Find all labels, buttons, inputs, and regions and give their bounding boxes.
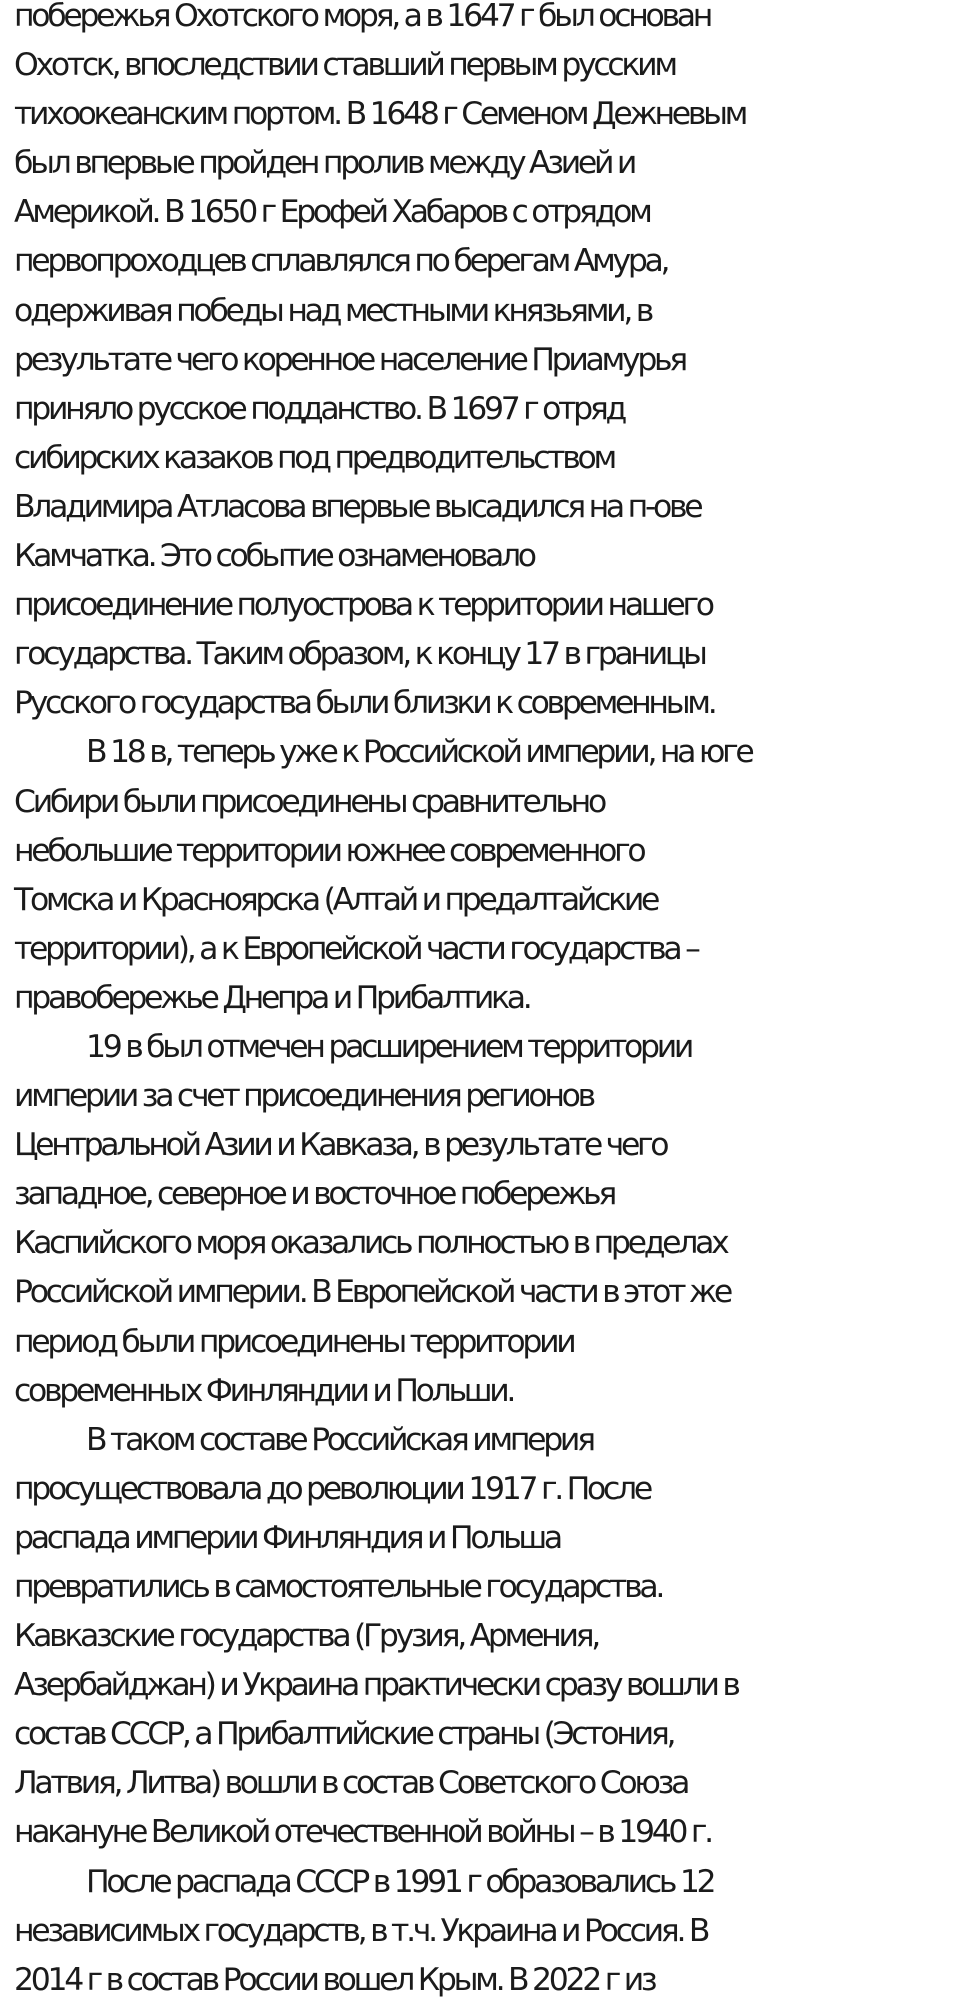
text-line: империи за счет присоединения регионов <box>14 1078 593 1115</box>
text-line: Охотск, впоследствии ставший первым русским <box>14 47 675 84</box>
text-line: Кавказские государства (Грузия, Армения, <box>14 1618 598 1655</box>
text-line: Центральной Азии и Кавказа, в результате чего <box>14 1127 667 1164</box>
paragraph-first-line: После распада СССР в 1991 г образовались 12 <box>86 1863 714 1900</box>
text-line: результате чего коренное население Приамурья <box>14 341 685 378</box>
text-line: сибирских казаков под предводительством <box>14 439 614 476</box>
text-line: приняло русское подданство. В 1697 г отряд <box>14 390 624 427</box>
text-line: тихоокеанским портом. В 1648 г Семеном Дежневым <box>14 96 746 133</box>
text-line: Томска и Красноярска (Алтай и предалтайские <box>14 881 658 918</box>
text-line: независимых государств, в т.ч. Украина и Россия. В <box>14 1912 708 1949</box>
text-line: одерживая победы над местными князьями, в <box>14 292 652 329</box>
text-line: Сибири были присоединены сравнительно <box>14 783 604 820</box>
text-line: накануне Великой отечественной войны – в 1940 г. <box>14 1814 711 1851</box>
text-line: государства. Таким образом, к концу 17 в границы <box>14 636 705 673</box>
text-line: был впервые пройден пролив между Азией и <box>14 145 635 182</box>
text-line: Азербайджан) и Украина практически сразу вошли в <box>14 1667 738 1704</box>
text-line: Каспийского моря оказались полностью в пределах <box>14 1225 727 1262</box>
text-line: современных Финляндии и Польши. <box>14 1372 514 1409</box>
text-line: период были присоединены территории <box>14 1323 574 1360</box>
paragraph-first-line: 19 в был отмечен расширением территории <box>86 1028 692 1065</box>
text-line: западное, северное и восточное побережья <box>14 1176 614 1213</box>
text-line: Америкой. В 1650 г Ерофей Хабаров с отрядом <box>14 194 650 231</box>
text-line: Российской империи. В Европейской части в этот же <box>14 1274 731 1311</box>
paragraph-first-line: В таком составе Российская империя <box>86 1421 593 1458</box>
text-line: 2014 г в состав России вошел Крым. В 2022 г из <box>14 1961 655 1998</box>
text-line: Русского государства были близки к современным. <box>14 685 715 722</box>
text-line: распада империи Финляндия и Польша <box>14 1519 560 1556</box>
text-line: правобережье Днепра и Прибалтика. <box>14 979 530 1016</box>
document-body-text <box>14 0 949 2005</box>
text-line: первопроходцев сплавлялся по берегам Амура, <box>14 243 668 280</box>
text-line: небольшие территории южнее современного <box>14 832 644 869</box>
text-line: Латвия, Литва) вошли в состав Советского Союза <box>14 1765 688 1802</box>
text-line: Владимира Атласова впервые высадился на п-ове <box>14 488 701 525</box>
text-line: Камчатка. Это событие ознаменовало <box>14 538 534 575</box>
paragraph-first-line: В 18 в, теперь уже к Российской империи, на юге <box>86 734 752 771</box>
text-line: территории), а к Европейской части государства – <box>14 930 698 967</box>
text-line: просуществовала до революции 1917 г. После <box>14 1470 650 1507</box>
text-line: побережья Охотского моря, а в 1647 г был основан <box>14 0 711 34</box>
text-line: присоединение полуострова к территории нашего <box>14 587 712 624</box>
text-line: состав СССР, а Прибалтийские страны (Эстония, <box>14 1716 674 1753</box>
text-line: превратились в самостоятельные государства. <box>14 1569 663 1605</box>
